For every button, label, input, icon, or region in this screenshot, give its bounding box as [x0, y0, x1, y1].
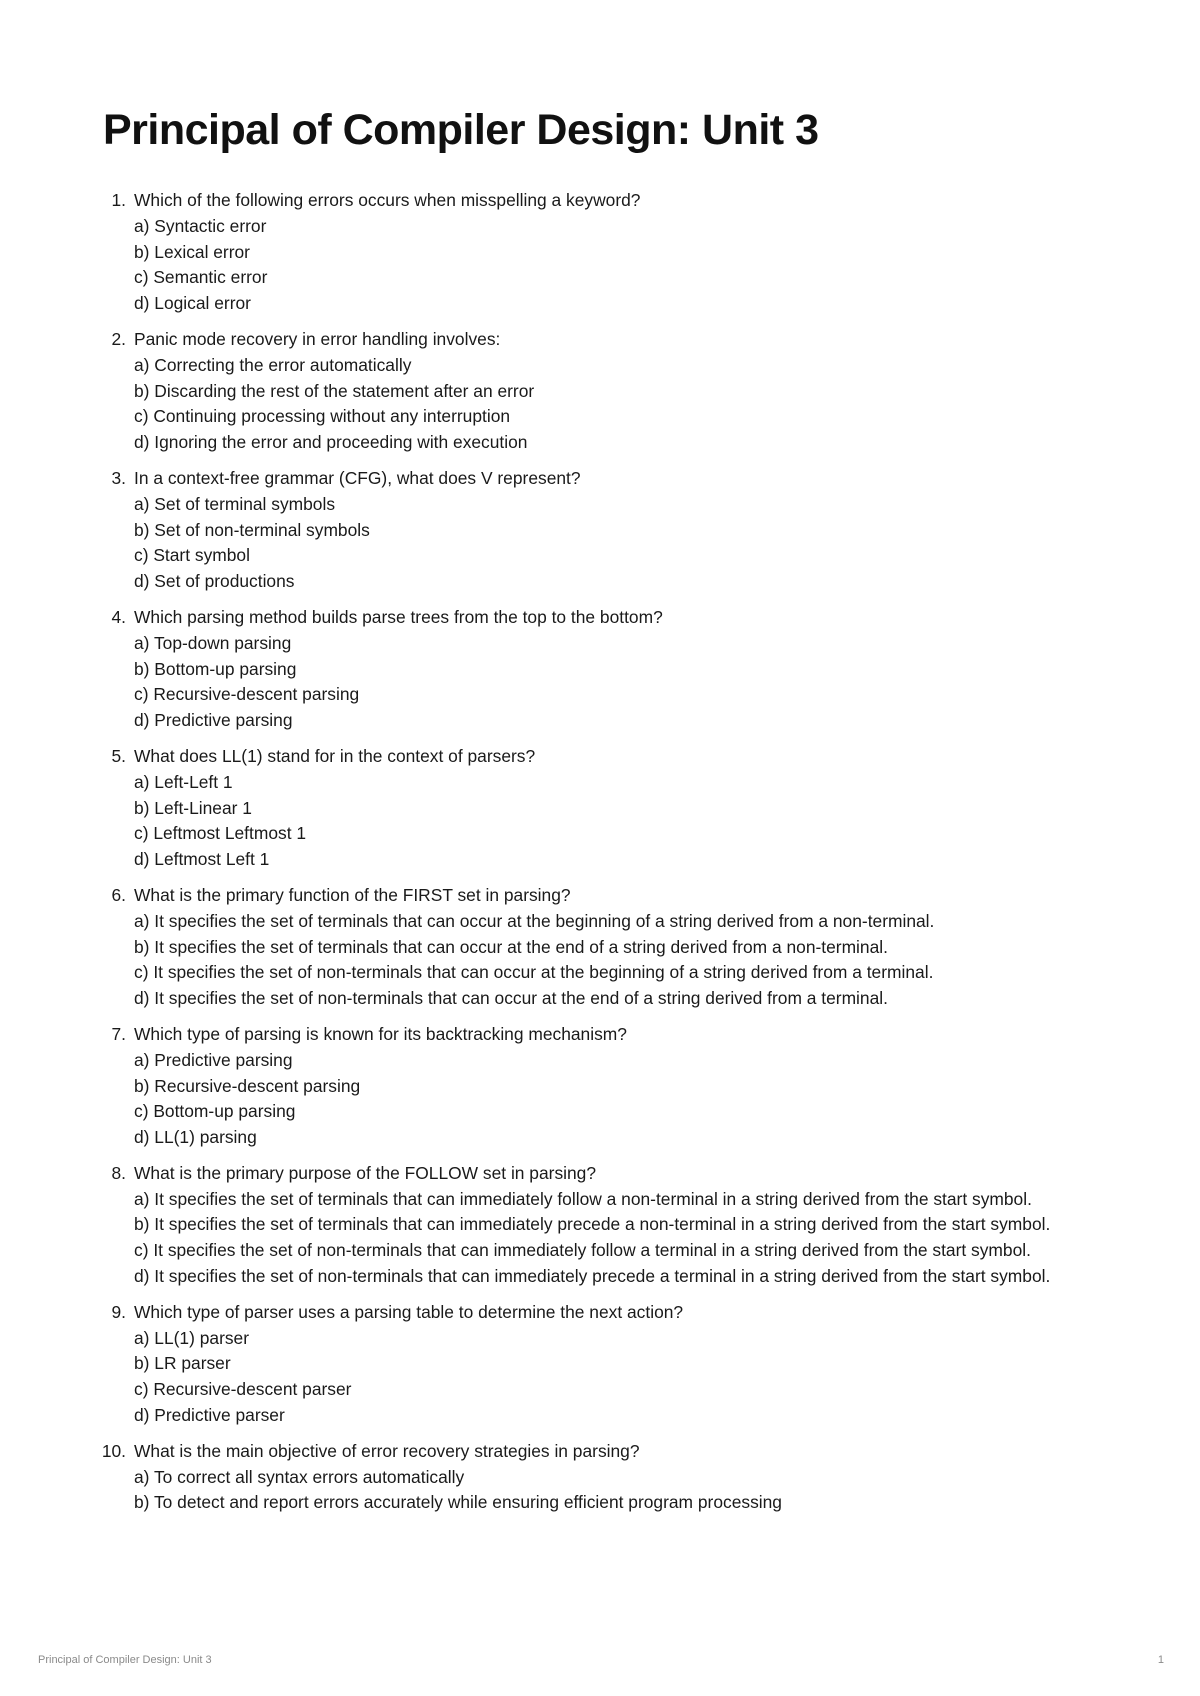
- answer-option: a) It specifies the set of terminals that can immediately follow a non-terminal in a string derived from the start symbol.: [134, 1188, 1032, 1209]
- answer-option: a) It specifies the set of terminals that can occur at the beginning of a string derived from a non-terminal.: [134, 910, 935, 931]
- answer-option: b) Recursive-descent parsing: [134, 1075, 361, 1096]
- answer-option: c) Continuing processing without any interruption: [134, 406, 511, 427]
- page-number: 1: [1157, 1654, 1164, 1666]
- question-item: [0, 1161, 1200, 1290]
- answer-option: c) Bottom-up parsing: [134, 1101, 296, 1122]
- question-number: 5.: [111, 745, 126, 766]
- question-item: [0, 605, 1200, 734]
- answer-option: d) Predictive parser: [134, 1405, 285, 1426]
- answer-option: c) Start symbol: [134, 545, 250, 566]
- answer-option: d) LL(1) parsing: [134, 1127, 257, 1148]
- question-number: 10.: [101, 1440, 126, 1461]
- answer-option: b) Discarding the rest of the statement after an error: [134, 380, 535, 401]
- answer-option: c) Leftmost Leftmost 1: [134, 823, 307, 844]
- question-item: [0, 1439, 1200, 1516]
- answer-option: c) Recursive-descent parser: [134, 1379, 352, 1400]
- answer-option: a) Syntactic error: [134, 215, 267, 236]
- question-number: 7.: [111, 1023, 126, 1044]
- question-number: 1.: [111, 190, 126, 210]
- page-title: Principal of Compiler Design: Unit 3: [103, 106, 819, 154]
- question-item: [0, 744, 1200, 873]
- answer-option: b) Left-Linear 1: [134, 797, 252, 818]
- answer-option: d) Set of productions: [134, 571, 295, 592]
- question-text: Which of the following errors occurs when misspelling a keyword?: [134, 190, 641, 210]
- question-text: Which type of parser uses a parsing table to determine the next action?: [134, 1301, 684, 1322]
- question-item: [0, 1022, 1200, 1151]
- question-item: [0, 883, 1200, 1012]
- answer-option: c) Semantic error: [134, 267, 268, 288]
- answer-option: b) It specifies the set of terminals that can occur at the end of a string derived from a non-terminal.: [134, 936, 888, 957]
- answer-option: a) Top-down parsing: [134, 632, 292, 653]
- question-text: What is the primary purpose of the FOLLOW set in parsing?: [134, 1162, 597, 1183]
- answer-option: c) It specifies the set of non-terminals that can immediately follow a terminal in a string derived from the start symbol.: [134, 1240, 1031, 1261]
- question-text: What is the primary function of the FIRST set in parsing?: [134, 884, 571, 905]
- question-item: [0, 1300, 1200, 1429]
- answer-option: b) Bottom-up parsing: [134, 658, 297, 679]
- question-number: 8.: [111, 1162, 126, 1183]
- question-number: 9.: [111, 1301, 126, 1322]
- answer-option: a) Correcting the error automatically: [134, 354, 412, 375]
- answer-option: d) Predictive parsing: [134, 710, 293, 731]
- question-number: 2.: [111, 328, 126, 349]
- question-text: Which parsing method builds parse trees from the top to the bottom?: [134, 606, 663, 627]
- question-number: 3.: [111, 467, 126, 488]
- question-text: What is the main objective of error recovery strategies in parsing?: [134, 1440, 640, 1461]
- question-list: [0, 188, 1200, 1526]
- answer-option: d) It specifies the set of non-terminals that can occur at the end of a string derived from a terminal.: [134, 988, 888, 1009]
- question-text: In a context-free grammar (CFG), what does V represent?: [134, 467, 581, 488]
- answer-option: a) To correct all syntax errors automatically: [134, 1466, 465, 1487]
- answer-option: a) Left-Left 1: [134, 771, 233, 792]
- question-text: What does LL(1) stand for in the context of parsers?: [134, 745, 536, 766]
- answer-option: d) Logical error: [134, 293, 251, 314]
- question-text: Panic mode recovery in error handling involves:: [134, 328, 501, 349]
- answer-option: a) LL(1) parser: [134, 1327, 250, 1348]
- answer-option: a) Set of terminal symbols: [134, 493, 336, 514]
- answer-option: b) Set of non-terminal symbols: [134, 519, 370, 540]
- footer-title: Principal of Compiler Design: Unit 3: [38, 1654, 212, 1666]
- question-number: 4.: [111, 606, 126, 627]
- answer-option: c) Recursive-descent parsing: [134, 684, 360, 705]
- answer-option: b) Lexical error: [134, 241, 250, 262]
- question-text: Which type of parsing is known for its backtracking mechanism?: [134, 1023, 627, 1044]
- answer-option: b) To detect and report errors accurately while ensuring efficient program processing: [134, 1492, 782, 1513]
- answer-option: a) Predictive parsing: [134, 1049, 293, 1070]
- answer-option: b) LR parser: [134, 1353, 231, 1374]
- answer-option: d) It specifies the set of non-terminals that can immediately precede a terminal in a string derived from the start symbol.: [134, 1266, 1051, 1287]
- answer-option: b) It specifies the set of terminals that can immediately precede a non-terminal in a string derived from the start symbol.: [134, 1214, 1051, 1235]
- answer-option: c) It specifies the set of non-terminals that can occur at the beginning of a string derived from a terminal.: [134, 962, 934, 983]
- answer-option: d) Leftmost Left 1: [134, 849, 270, 870]
- question-number: 6.: [111, 884, 126, 905]
- question-item: [0, 466, 1200, 595]
- question-item: [0, 327, 1200, 456]
- question-item: [0, 188, 1200, 317]
- answer-option: d) Ignoring the error and proceeding with execution: [134, 432, 528, 453]
